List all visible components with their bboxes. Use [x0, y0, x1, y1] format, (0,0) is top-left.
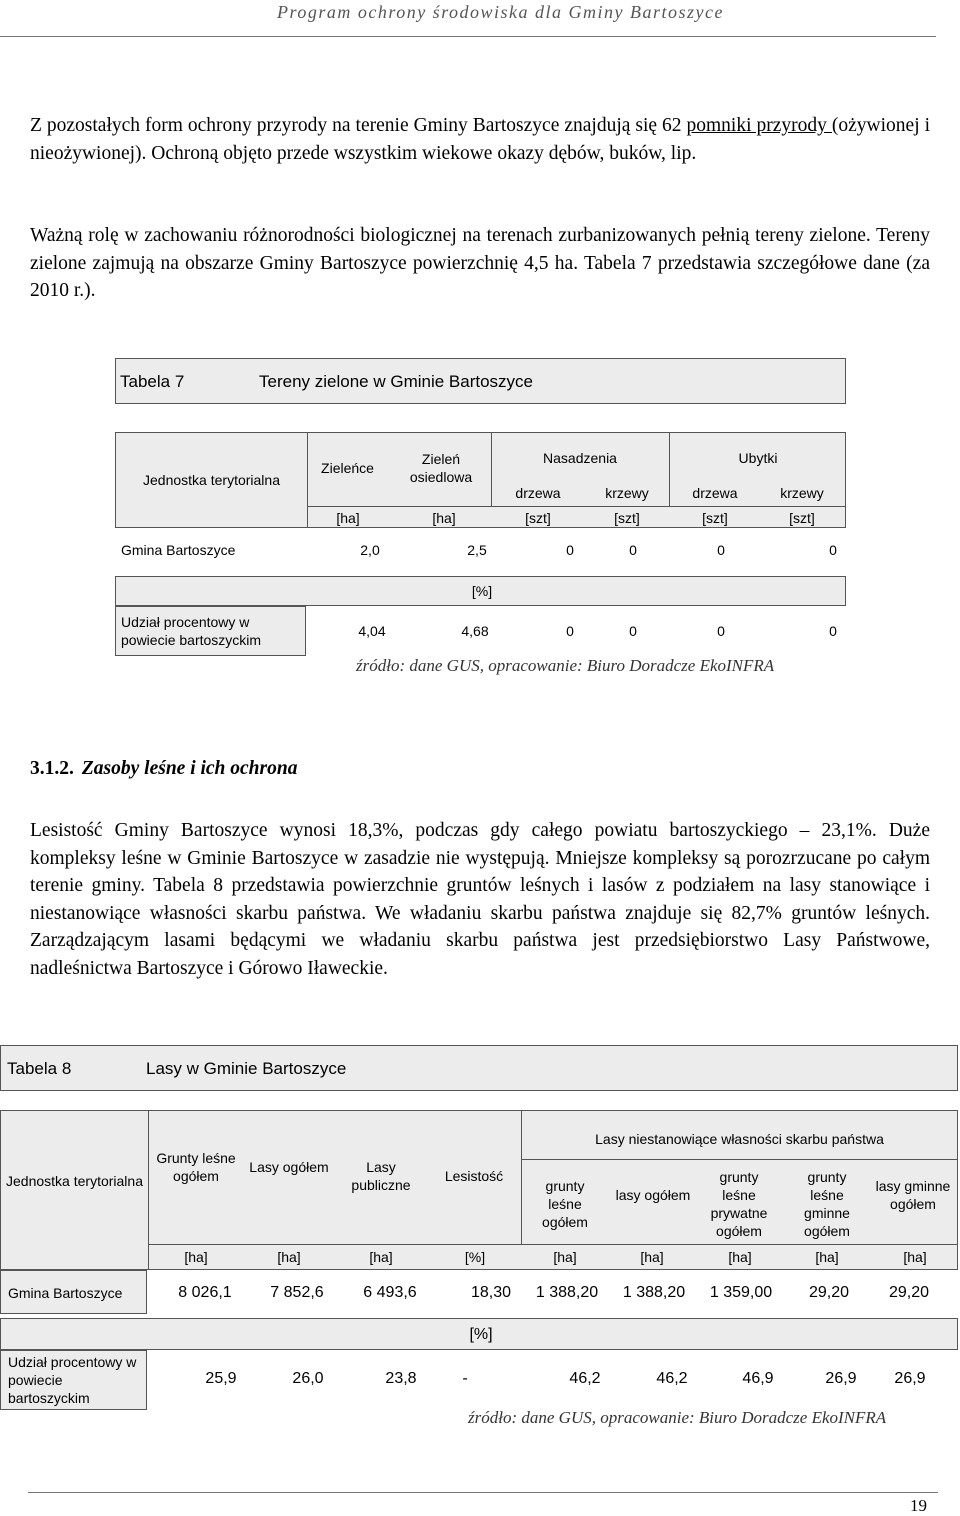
section-number: 3.1.2. [30, 758, 74, 779]
cell: 29,20 [808, 1284, 850, 1301]
table8-header-grunty: Grunty leśne ogółem [156, 1150, 236, 1184]
table7-unit-1: [ha] [432, 510, 456, 526]
cell: 0 [717, 542, 725, 558]
table7-sub-3: krzewy [780, 485, 824, 501]
cell: 6 493,6 [363, 1284, 417, 1301]
table8-row1-label-box [0, 1270, 147, 1314]
divider [148, 1244, 958, 1245]
paragraph-forests: Lesistość Gminy Bartoszyce wynosi 18,3%, podczas gdy całego powiatu bartoszyckiego – 23,1%. Duże kompleksy leśne w Gminie Bartoszyce w zasadzie nie występują. Mniejsze kompleksy są porozrzucane po całym terenie gminy. Tabela 8 przedstawia powierzchnie gruntów leśnych i lasów z podziałem na lasy stanowiące i niestanowiące własności skarbu państwa. We władaniu skarbu państwa znajduje się 82,7% gruntów leśnych. Zarządzającym lasami będącymi we władaniu skarbu państwa jest przedsiębiorstwo Lasy Państwowe, nadleśnictwa Bartoszyce i Górowo Iławeckie. [30, 820, 930, 979]
cell: 46,2 [569, 1370, 601, 1387]
table7-unit-3: [szt] [614, 510, 640, 526]
divider [521, 1159, 958, 1160]
cell: 0 [717, 623, 725, 639]
table8-header-niestan: Lasy niestanowiące własności skarbu państwa [595, 1131, 884, 1147]
row-label: Udział procentowy w powiecie bartoszyckim [8, 1354, 137, 1406]
cell: 18,30 [470, 1284, 512, 1301]
cell: 1 388,20 [622, 1284, 686, 1301]
divider [307, 506, 846, 507]
row-label: Gmina Bartoszyce [8, 1285, 123, 1301]
table7-unit-4: [szt] [702, 510, 728, 526]
section-heading [30, 758, 297, 780]
row-label: Udział procentowy w powiecie bartoszyckim [121, 614, 262, 648]
cell: - [462, 1370, 468, 1387]
cell: 25,9 [205, 1370, 237, 1387]
paragraph-monuments [30, 112, 930, 167]
table7-label: Tabela 7 [120, 372, 185, 391]
page-header [0, 0, 936, 38]
table8-sub-2: grunty leśne prywatne ogółem [710, 1169, 768, 1239]
table8-title: Lasy w Gminie Bartoszyce [146, 1059, 347, 1078]
table7-row2-label-box [115, 606, 306, 656]
table7-title-box [115, 358, 846, 404]
cell: 26,0 [292, 1370, 324, 1387]
cell: 23,8 [385, 1370, 417, 1387]
table7-sub-2: drzewa [692, 485, 738, 501]
cell: 26,9 [894, 1370, 926, 1387]
table8-label: Tabela 8 [7, 1059, 72, 1078]
cell: 4,68 [461, 623, 489, 639]
table8-sub-0: grunty leśne ogółem [542, 1178, 588, 1230]
table8-header [0, 1110, 958, 1270]
table7-header-zielence: Zieleńce [321, 460, 374, 476]
table7-pct-band [115, 576, 846, 606]
table8-row2-label-box [0, 1350, 147, 1410]
table8-unit-4: [ha] [553, 1249, 577, 1265]
table7-unit-0: [ha] [336, 510, 360, 526]
table8-source: źródło: dane GUS, opracowanie: Biuro Doradcze EkoINFRA [468, 1408, 887, 1427]
table8-sub-1: lasy ogółem [615, 1187, 691, 1203]
cell: 0 [566, 623, 574, 639]
cell: 26,9 [825, 1370, 857, 1387]
table7-header-unit: Jednostka terytorialna [143, 472, 280, 488]
paragraph-green-areas: Ważną rolę w zachowaniu różnorodności biologicznej na terenach zurbanizowanych pełnią tereny zielone. Tereny zielone zajmują na obszarze Gminy Bartoszyce powierzchnię 4,5 ha. Tabela 7 przedstawia szczegółowe dane (za 2010 r.). [30, 225, 930, 301]
table8-header-lesistosc: Lesistość [444, 1168, 504, 1184]
table7-source: źródło: dane GUS, opracowanie: Biuro Doradcze EkoINFRA [356, 656, 775, 675]
cell: 1 359,00 [709, 1284, 773, 1301]
table7-sub-0: drzewa [515, 485, 561, 501]
table8-unit-2: [ha] [369, 1249, 393, 1265]
table8-unit-1: [ha] [277, 1249, 301, 1265]
cell: 0 [629, 542, 637, 558]
cell: 0 [566, 542, 574, 558]
divider [148, 1111, 149, 1270]
divider [307, 433, 308, 528]
table7-header-ubytki: Ubytki [738, 450, 778, 466]
table8-header-publiczne: Lasy publiczne [351, 1159, 411, 1193]
cell: 8 026,1 [178, 1284, 232, 1301]
table7-sub-1: krzewy [605, 485, 649, 501]
row-label: Gmina Bartoszyce [121, 542, 236, 558]
paragraph-monuments-text-1: Z pozostałych form ochrony przyrody na terenie Gminy Bartoszyce znajdują się 62 [30, 115, 687, 136]
table7-title: Tereny zielone w Gminie Bartoszyce [259, 372, 534, 391]
cell: 29,20 [888, 1284, 930, 1301]
table8-pct: [%] [469, 1326, 493, 1343]
section-title: Zasoby leśne i ich ochrona [81, 758, 298, 779]
cell: 0 [629, 623, 637, 639]
cell: 2,5 [467, 542, 487, 558]
table8-unit-5: [ha] [640, 1249, 664, 1265]
cell: 0 [829, 542, 837, 558]
cell: 7 852,6 [270, 1284, 324, 1301]
table7-unit-2: [szt] [525, 510, 551, 526]
table8-pct-band [0, 1318, 958, 1350]
table8-sub-3: grunty leśne gminne ogółem [804, 1169, 850, 1239]
table7-header-zielen: Zieleń osiedlowa [409, 451, 473, 485]
table8-unit-7: [ha] [815, 1249, 839, 1265]
table8-unit-8: [ha] [903, 1249, 927, 1265]
table8-unit-6: [ha] [728, 1249, 752, 1265]
table8-header-unit: Jednostka terytorialna [6, 1173, 143, 1189]
table8-title-box [0, 1045, 958, 1091]
table8-unit-3: [%] [464, 1249, 486, 1265]
divider [669, 433, 670, 506]
table8-unit-0: [ha] [184, 1249, 208, 1265]
table8-header-lasy: Lasy ogółem [249, 1159, 329, 1175]
table7-header [115, 432, 846, 528]
cell: 46,9 [742, 1370, 774, 1387]
cell: 46,2 [656, 1370, 688, 1387]
monuments-link[interactable]: pomniki przyrody [686, 115, 832, 136]
table7-header-nasadzenia: Nasadzenia [543, 450, 617, 466]
page-number: 19 [910, 1496, 927, 1515]
cell: 0 [829, 623, 837, 639]
table7-unit-5: [szt] [789, 510, 815, 526]
cell: 1 388,20 [535, 1284, 599, 1301]
table8-sub-4: lasy gminne ogółem [875, 1178, 951, 1212]
divider [491, 433, 492, 506]
header-title: Program ochrony środowiska dla Gminy Bartoszyce [277, 2, 724, 22]
header-rule [0, 36, 936, 37]
footer-rule [28, 1492, 938, 1493]
paragraph-monuments-text-2: (ożywionej i nieożywionej). Ochroną objęto przede wszystkim wiekowe okazy dębów, buków, lip. [30, 115, 931, 164]
cell: 2,0 [360, 542, 380, 558]
table7-pct: [%] [471, 583, 493, 599]
cell: 4,04 [358, 623, 386, 639]
